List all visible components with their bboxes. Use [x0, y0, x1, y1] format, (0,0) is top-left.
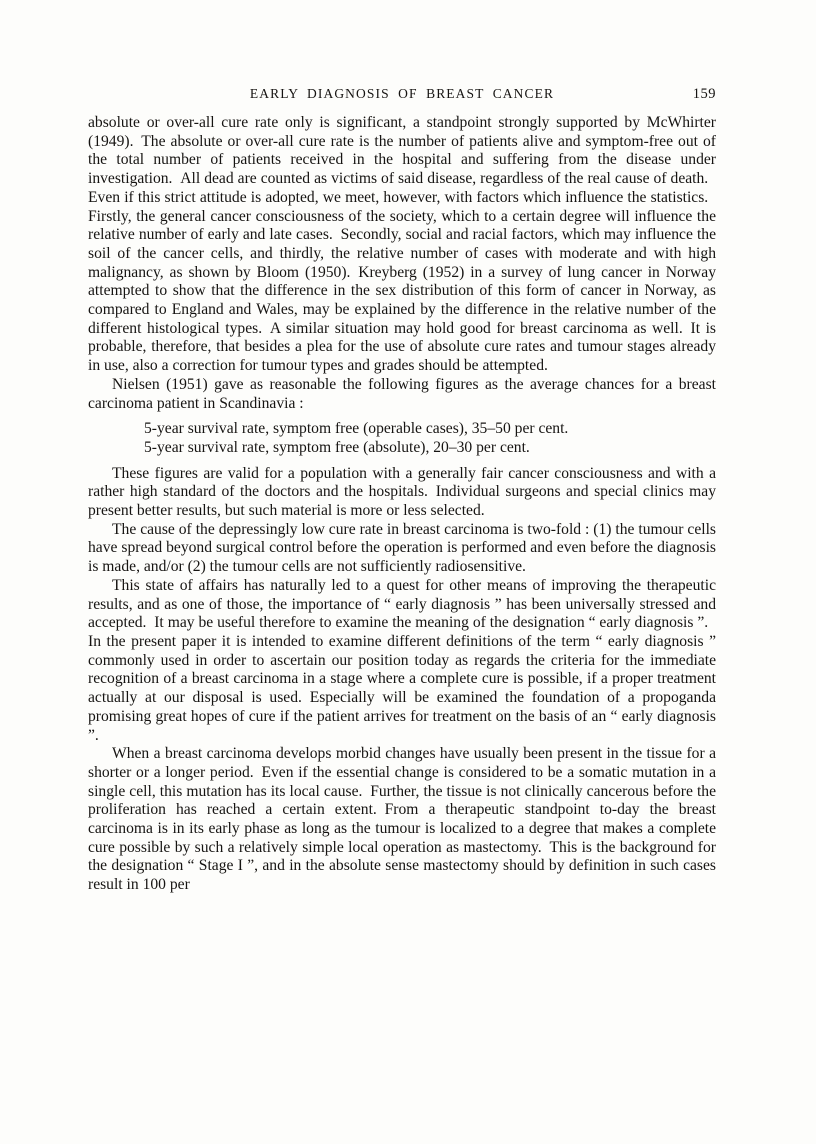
paragraph-morbid-changes: When a breast carcinoma develops morbid changes have usually been present in the tissue for a shorter or a longer period. Even if the essential change is considered to be a somatic mutation in a single cell, this mutation has its local cause. Further, the tissue is not clinically cancerous before the proliferation has reached a certain extent. From a therapeutic standpoint to-day the breast carcinoma is in its early phase as long as the tumour is localized to a degree that makes a complete cure possible by such a relatively simple local operation as mastectomy. This is the background for the designation “ Stage I ”, and in the absolute sense mastectomy should by definition in such cases result in 100 per	[88, 745, 716, 894]
page-body	[88, 114, 716, 895]
paragraph-early-diagnosis-discussion: This state of affairs has naturally led to a quest for other means of improving the therapeutic results, and as one of those, the importance of “ early diagnosis ” has been universally stressed and accepted. It may be useful therefore to examine the meaning of the designation “ early diagnosis ”. In the present paper it is intended to examine different definitions of the term “ early diagnosis ” commonly used in order to ascertain our position today as regards the criteria for the immediate recognition of a breast carcinoma in a stage where a complete cure is possible, if a proper treatment actually at our disposal is used. Especially will be examined the foundation of a propoganda promising great hopes of cure if the patient arrives for treatment on the basis of an “ early diagnosis ”.	[88, 576, 716, 744]
paragraph-nielsen-figures: Nielsen (1951) gave as reasonable the following figures as the average chances for a breast carcinoma patient in Scandinavia :	[88, 375, 716, 412]
paragraph-low-cure-rate-cause: The cause of the depressingly low cure rate in breast carcinoma is two-fold : (1) the tumour cells have spread beyond surgical control before the operation is performed and even before the diagnosis is made, and/or (2) the tumour cells are not sufficiently radiosensitive.	[88, 520, 716, 576]
running-title: EARLY DIAGNOSIS OF BREAST CANCER	[249, 86, 555, 101]
page-header	[88, 86, 716, 102]
paragraph-continuation: absolute or over-all cure rate only is significant, a standpoint strongly supported by McWhirter (1949). The absolute or over-all cure rate is the number of patients alive and symptom-free out of the total number of patients received in the hospital and suffering from the disease under investigation. All dead are counted as victims of said disease, regardless of the real cause of death. Even if this strict attitude is adopted, we meet, however, with factors which influence the statistics. Firstly, the general cancer consciousness of the society, which to a certain degree will influence the relative number of early and late cases. Secondly, social and racial factors, which may influence the soil of the cancer cells, and thirdly, the relative number of cases with moderate and with high malignancy, as shown by Bloom (1950). Kreyberg (1952) in a survey of lung cancer in Norway attempted to show that the difference in the sex distribution of this form of cancer in Norway, as compared to England and Wales, may be explained by the difference in the relative number of the different histological types. A similar situation may hold good for breast carcinoma as well. It is probable, therefore, that besides a plea for the use of absolute cure rates and tumour stages already in use, also a correction for tumour types and grades should be attempted.	[88, 114, 716, 375]
survival-rate-absolute: 5-year survival rate, symptom free (absolute), 20–30 per cent.	[144, 438, 530, 456]
page-number: 159	[692, 86, 716, 102]
survival-rates-block	[144, 420, 716, 457]
paragraph-figures-validity: These figures are valid for a population with a generally fair cancer consciousness and with a rather high standard of the doctors and the hospitals. Individual surgeons and special clinics may present better results, but such material is more or less selected.	[88, 464, 716, 520]
survival-rate-operable: 5-year survival rate, symptom free (operable cases), 35–50 per cent.	[144, 420, 569, 438]
